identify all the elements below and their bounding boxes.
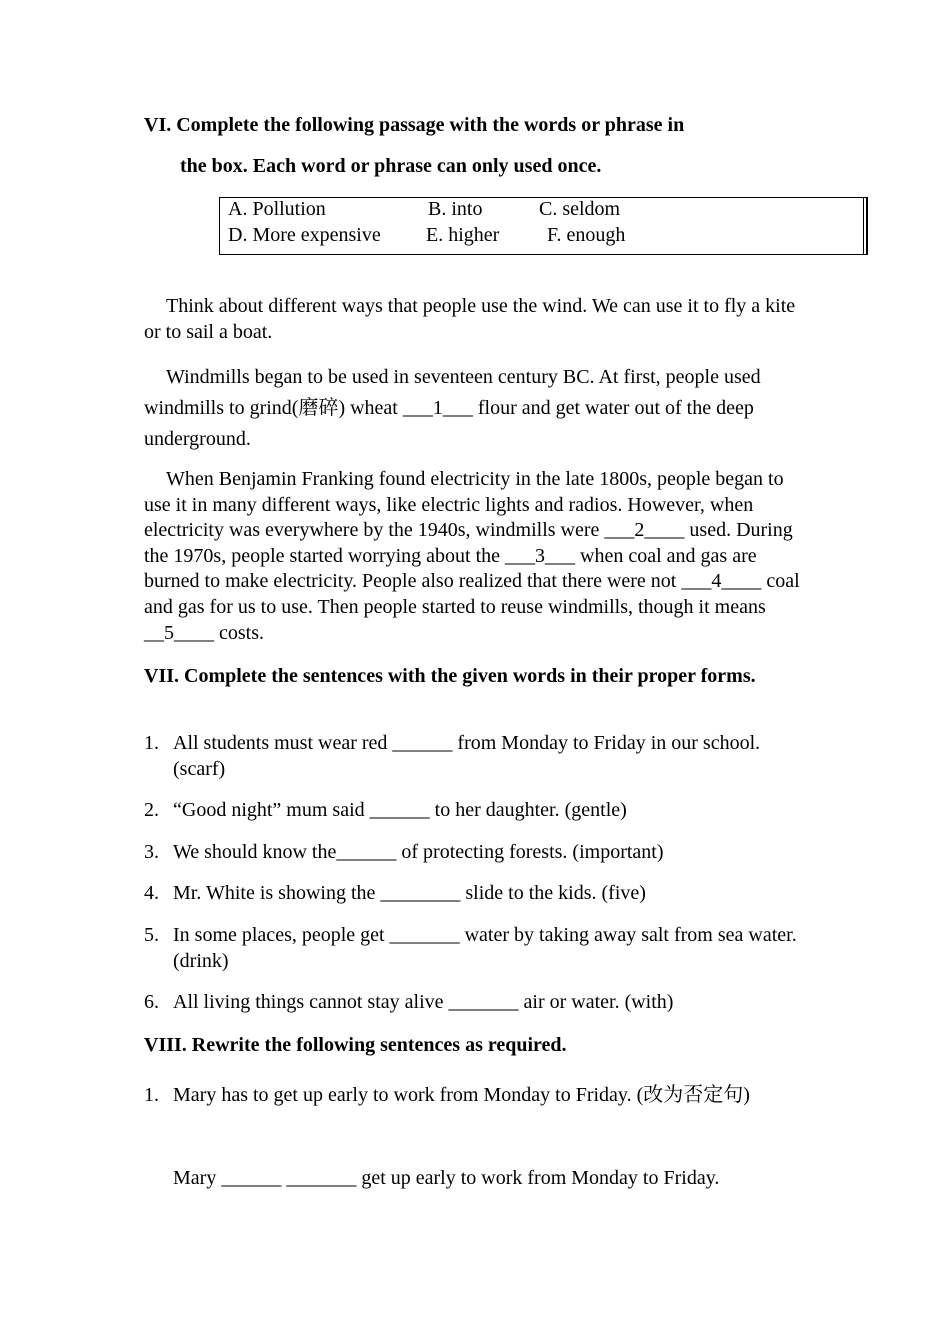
item-text: Mary has to get up early to work from Monday to Friday. (改为否定句) [173, 1084, 750, 1106]
word-box [219, 197, 864, 255]
item-number: 2. [144, 799, 159, 821]
section-6-heading-line-1: VI. Complete the following passage with the words or phrase in [144, 114, 685, 136]
word-option-e: E. higher [426, 224, 500, 246]
exercise-7-item-3 [144, 840, 804, 866]
item-number: 4. [144, 882, 159, 904]
exercise-8-answer-line: Mary ______ _______ get up early to work from Monday to Friday. [173, 1167, 720, 1189]
passage-paragraph-2: Windmills began to be used in seventeen century BC. At first, people used windmills to grind(磨碎) wheat ___1___ flour and get water out of the deep underground. [144, 366, 761, 450]
passage-paragraph-3: When Benjamin Franking found electricity in the late 1800s, people began to use it in many different ways, like electric lights and radios. However, when electricity was everywhere by the 1940s, windmills were ___2____ used. During the 1970s, people started worrying about the ___3___ when coal and gas are burned to make electricity. People also realized that there were not ___4____ coal and gas for us to use. Then people started to reuse windmills, though it means __5____ costs. [144, 468, 800, 644]
item-number: 1. [144, 1084, 159, 1106]
word-option-b: B. into [428, 198, 483, 220]
exercise-7-item-6 [144, 990, 804, 1016]
item-text: We should know the______ of protecting forests. (important) [173, 841, 664, 863]
word-option-f: F. enough [547, 224, 626, 246]
section-8-heading: VIII. Rewrite the following sentences as required. [144, 1034, 567, 1056]
word-option-a: A. Pollution [228, 198, 326, 220]
passage-paragraph-1: Think about different ways that people use the wind. We can use it to fly a kite or to sail a boat. [144, 295, 796, 343]
item-text: All students must wear red ______ from Monday to Friday in our school. (scarf) [173, 732, 761, 780]
item-text: In some places, people get _______ water by taking away salt from sea water. (drink) [173, 924, 797, 972]
item-number: 3. [144, 841, 159, 863]
word-option-d: D. More expensive [228, 224, 381, 246]
item-number: 1. [144, 732, 159, 754]
exercise-7-item-2 [144, 798, 804, 824]
word-option-c: C. seldom [539, 198, 621, 220]
item-text: “Good night” mum said ______ to her daughter. (gentle) [173, 799, 627, 821]
exercise-8-item-1 [144, 1079, 804, 1112]
item-text: All living things cannot stay alive _______ air or water. (with) [173, 991, 674, 1013]
exercise-7-item-5 [144, 923, 804, 974]
exercise-7-item-1 [144, 731, 804, 782]
section-7-heading: VII. Complete the sentences with the given words in their proper forms. [144, 665, 756, 687]
item-text: Mr. White is showing the ________ slide to the kids. (five) [173, 882, 646, 904]
section-6-heading-line-2: the box. Each word or phrase can only used once. [180, 155, 602, 177]
item-number: 6. [144, 991, 159, 1013]
exercise-7-item-4 [144, 881, 804, 907]
item-number: 5. [144, 924, 159, 946]
